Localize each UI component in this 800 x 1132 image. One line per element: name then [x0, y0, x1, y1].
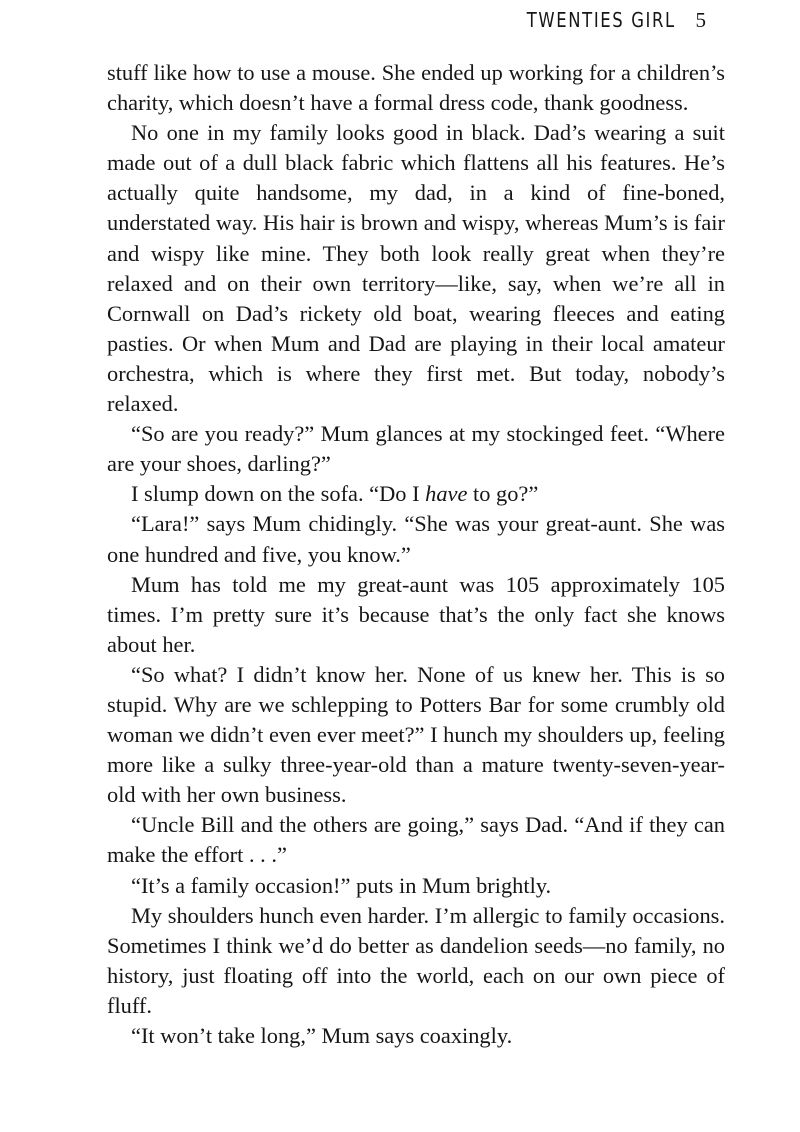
paragraph: My shoulders hunch even harder. I’m allergic to family occasions. Sometimes I think we’d do better as dandelion seeds—no family, no history, just floating off into the world, each on our own piece of fluff. — [107, 902, 725, 1018]
paragraph — [107, 479, 725, 509]
paragraph: Mum has told me my great-aunt was 105 approximately 105 times. I’m pretty sure it’s because that’s the only fact she knows about her. — [107, 571, 725, 657]
running-head-title: TWENTIES GIRL — [526, 8, 676, 32]
page-number: 5 — [695, 8, 706, 32]
paragraph-text: I slump down on the sofa. “Do I — [131, 481, 426, 507]
paragraph: “Uncle Bill and the others are going,” says Dad. “And if they can make the effort . . .” — [107, 812, 725, 868]
emphasized-word: have — [425, 481, 468, 507]
body-text — [107, 58, 725, 1051]
paragraph: No one in my family looks good in black. Dad’s wearing a suit made out of a dull black fabric which flattens all his features. He’s actually quite handsome, my dad, in a kind of fine-boned, understated way. His hair is brown and wispy, whereas Mum’s is fair and wispy like mine. They both look really great when they’re relaxed and on their own territory—like, say, when we’re all in Cornwall on Dad’s rickety old boat, wearing fleeces and eating pasties. Or when Mum and Dad are playing in their local amateur orchestra, which is where they first met. But today, nobody’s relaxed. — [107, 120, 725, 417]
paragraph: “It won’t take long,” Mum says coaxingly. — [131, 1023, 513, 1048]
running-head — [494, 8, 706, 36]
paragraph: stuff like how to use a mouse. She ended up working for a children’s charity, which doesn’t have a formal dress code, thank goodness. — [107, 60, 725, 116]
paragraph: “It’s a family occasion!” puts in Mum brightly. — [131, 872, 552, 898]
paragraph: “Lara!” says Mum chidingly. “She was your great-aunt. She was one hundred and five, you know.” — [107, 511, 725, 567]
paragraph: “So what? I didn’t know her. None of us knew her. This is so stupid. Why are we schlepping to Potters Bar for some crumbly old woman we didn’t even ever meet?” I hunch my shoulders up, feeling more like a sulky three-year-old than a mature twenty-seven-year-old with her own business. — [107, 661, 725, 808]
paragraph: “So are you ready?” Mum glances at my stockinged feet. “Where are your shoes, darling?” — [107, 421, 725, 477]
paragraph-text: to go?” — [467, 481, 539, 507]
